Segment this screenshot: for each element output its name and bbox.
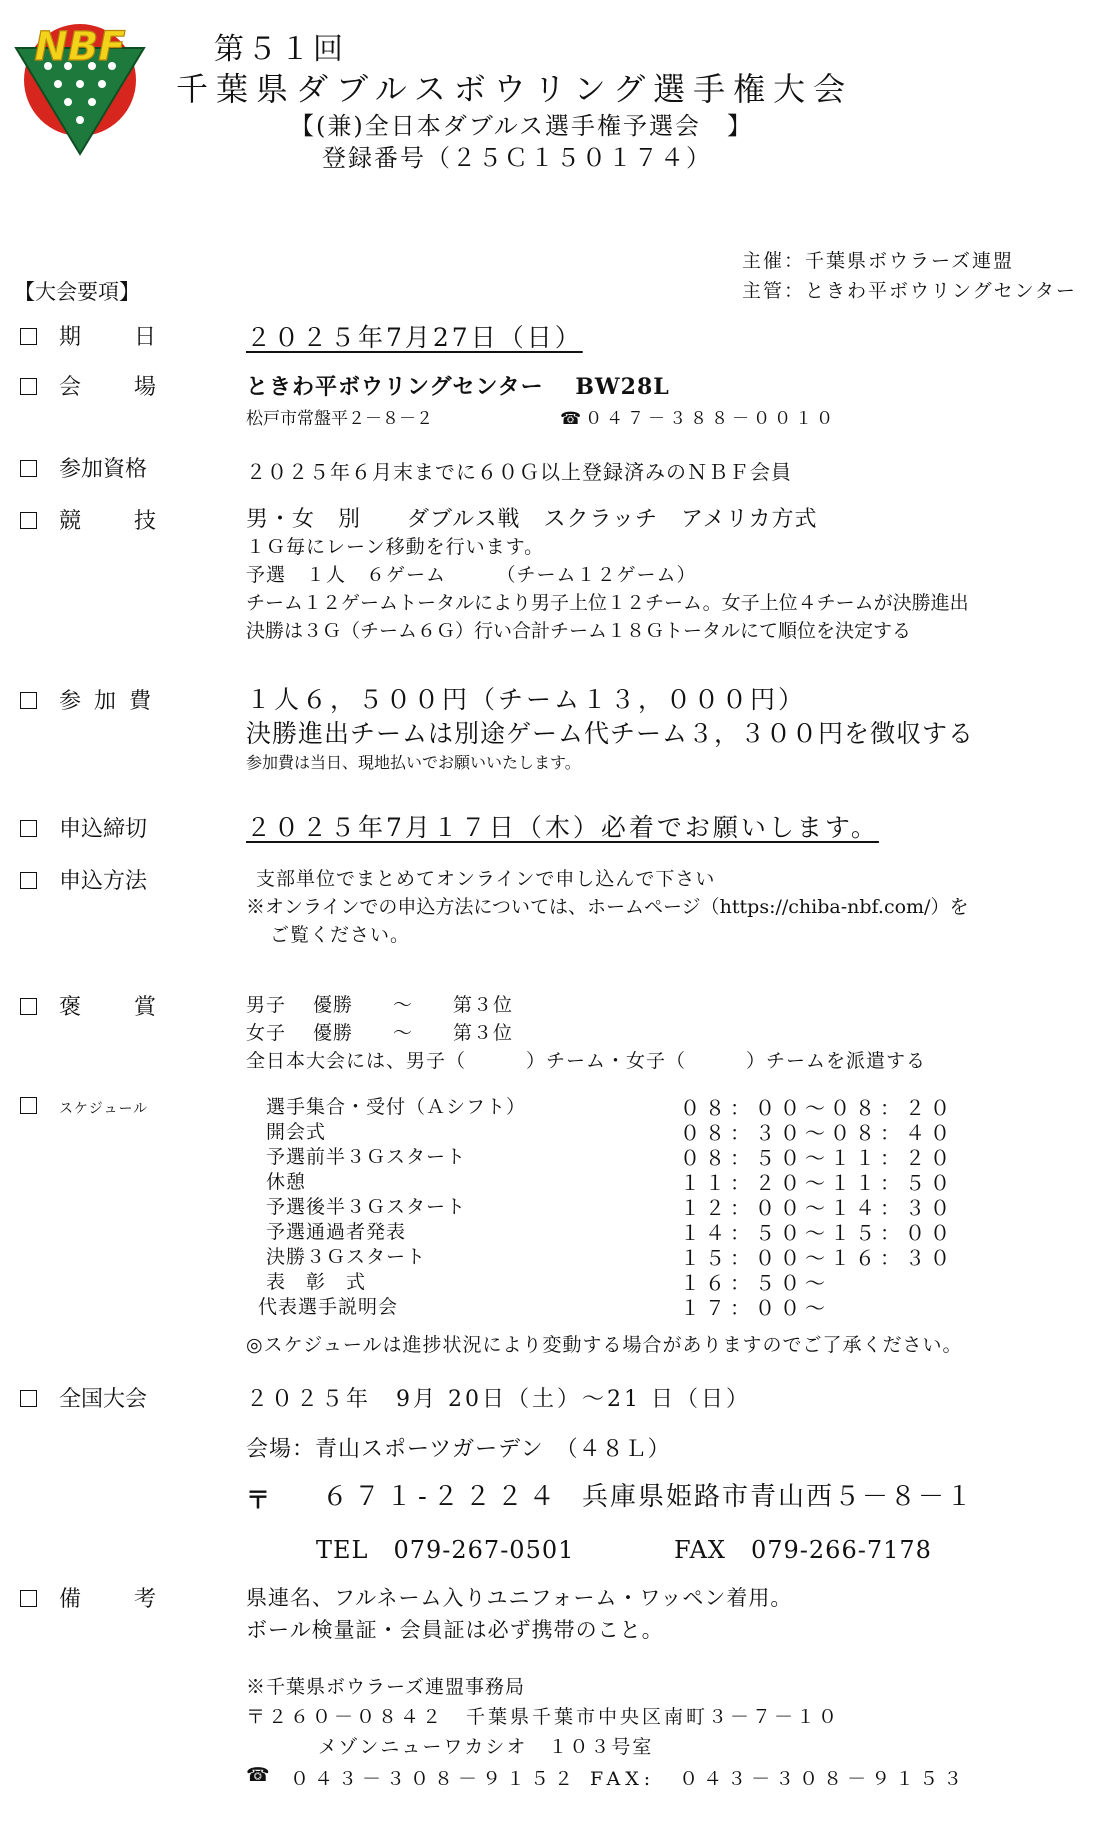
competition-line: １Ｇ毎にレーン移動を行います。 [246,536,545,558]
national-tel: TEL 079-267-0501 [316,1536,575,1564]
schedule-note: ◎スケジュールは進捗状況により変動する場合がありますのでご了承ください。 [246,1334,963,1356]
section-awards-label: 褒 賞 [20,990,159,1021]
checkbox-icon [20,692,37,709]
section-competition-label: 競 技 [20,504,159,535]
schedule-event: 予選後半３Ｇスタート [266,1196,467,1218]
venue-name: ときわ平ボウリングセンター BW28L [246,374,670,400]
checkbox-icon [20,328,37,345]
competition-line: チーム１２ゲームトータルにより男子上位１２チーム。女子上位４チームが決勝進出 [246,592,969,614]
remarks-line-1: 県連名、フルネーム入りユニフォーム・ワッペン着用。 [246,1586,793,1610]
checkbox-icon [20,512,37,529]
fee-line-1: １人６，５００円（チーム１３，０００円） [246,685,807,714]
eligibility-value: ２０２５年６月末までに６０Ｇ以上登録済みのＮＢＦ会員 [246,460,792,484]
schedule-event: 開会式 [266,1121,327,1143]
method-line-1: 支部単位でまとめてオンラインで申し込んで下さい [256,868,716,890]
national-date: ２０２５年 9月 20日（土）～21 日（日） [246,1387,751,1412]
nbf-logo [8,18,152,158]
method-line-3: ご覧ください。 [270,924,411,946]
national-fax: FAX 079-266-7178 [674,1536,932,1564]
schedule-time: １５：００～１６：３０ [680,1246,955,1270]
checkbox-icon [20,378,37,395]
section-method-label: 申込方法 [20,864,147,895]
awards-line: 全日本大会には、男子（ ）チーム・女子（ ）チームを派遣する [246,1050,927,1072]
schedule-event: 選手集合・受付（Ａシフト） [266,1096,527,1118]
event-date: ２０２５年7月27日（日） [246,323,583,352]
registration-number: 登録番号（２５Ｃ１５０１７４） [322,144,712,172]
checkbox-icon [20,1390,37,1407]
fee-line-2: 決勝進出チームは別途ゲーム代チーム３，３００円を徴収する [246,719,975,748]
schedule-event: 予選前半３Ｇスタート [266,1146,467,1168]
schedule-event: 代表選手説明会 [258,1296,399,1318]
checkbox-icon [20,460,37,477]
office-title: ※千葉県ボウラーズ連盟事務局 [246,1676,526,1698]
schedule-event: 表 彰 式 [266,1271,367,1293]
section-venue-label: 会 場 [20,370,159,401]
checkbox-icon [20,1097,37,1114]
office-fax: FAX: ０４３－３０８－９１５３ [590,1768,968,1790]
schedule-time: １６：５０～ [680,1271,830,1295]
checkbox-icon [20,820,37,837]
schedule-time: １７：００～ [680,1296,830,1320]
schedule-time: ０８：５０～１１：２０ [680,1146,955,1170]
schedule-time: ０８：００～０８：２０ [680,1096,955,1120]
page-title: 千葉県ダブルスボウリング選手権大会 [176,70,854,108]
section-eligibility-label: 参加資格 [20,452,147,483]
competition-line: 男・女 別 ダブルス戦 スクラッチ アメリカ方式 [246,507,818,532]
outline-label: 【大会要項】 [14,280,140,304]
checkbox-icon [20,1590,37,1607]
competition-line: 予選 １人 ６ゲーム （チーム１２ゲーム） [246,564,697,586]
national-venue: 会場：青山スポーツガーデン （４８Ｌ） [246,1437,671,1462]
venue-address: 松戸市常盤平２－８－２ [246,409,433,429]
remarks-line-2: ボール検量証・会員証は必ず携帯のこと。 [246,1618,664,1642]
section-fee-label: 参 加 費 [20,684,154,715]
awards-line: 男子 優勝 ～ 第３位 [246,994,514,1016]
schedule-event: 休憩 [266,1171,307,1193]
schedule-time: １２：００～１４：３０ [680,1196,955,1220]
postal-mark: 〒 [246,1485,271,1514]
schedule-time: ０８：３０～０８：４０ [680,1121,955,1145]
section-schedule-label: スケジュール [20,1094,148,1119]
venue-phone: ☎０４７－３８８－００１０ [560,409,838,429]
schedule-time: １１：２０～１１：５０ [680,1171,955,1195]
section-date-label: 期 日 [20,320,159,351]
fee-note: 参加費は当日、現地払いでお願いいたします。 [246,753,581,772]
competition-line: 決勝は３Ｇ（チーム６Ｇ）行い合計チーム１８Ｇトータルにて順位を決定する [246,620,912,642]
section-national-label: 全国大会 [20,1382,147,1413]
edition: 第５１回 [214,32,346,67]
section-deadline-label: 申込締切 [20,812,147,843]
schedule-time: １４：５０～１５：００ [680,1221,955,1245]
office-phone: ０４３－３０８－９１５２ [290,1768,579,1790]
schedule-event: 決勝３Ｇスタート [266,1246,427,1268]
method-line-2: ※オンラインでの申込方法については、ホームページ（https://chiba-nbf.com/）を [246,896,969,918]
awards-line: 女子 優勝 ～ 第３位 [246,1022,514,1044]
deadline-value: ２０２５年7月１７日（木）必着でお願いします。 [246,813,879,842]
phone-icon: ☎ [246,1764,271,1786]
manager: 主管：ときわ平ボウリングセンター [742,280,1077,302]
office-postal-address: 〒２６０－０８４２ 千葉県千葉市中央区南町３－７－１０ [246,1706,841,1728]
logo-text: NBF [34,24,126,70]
national-postal-code: ６７１-２２２４ [322,1482,561,1512]
checkbox-icon [20,998,37,1015]
section-remarks-label: 備 考 [20,1582,159,1613]
national-address: 兵庫県姫路市青山西５－８－１ [582,1482,975,1512]
schedule-event: 予選通過者発表 [266,1221,407,1243]
office-building: メゾンニューワカシオ １０３号室 [318,1736,654,1758]
host: 主催：千葉県ボウラーズ連盟 [742,250,1015,272]
checkbox-icon [20,872,37,889]
subtitle: 【(兼)全日本ダブルス選手権予選会 】 [290,112,754,140]
